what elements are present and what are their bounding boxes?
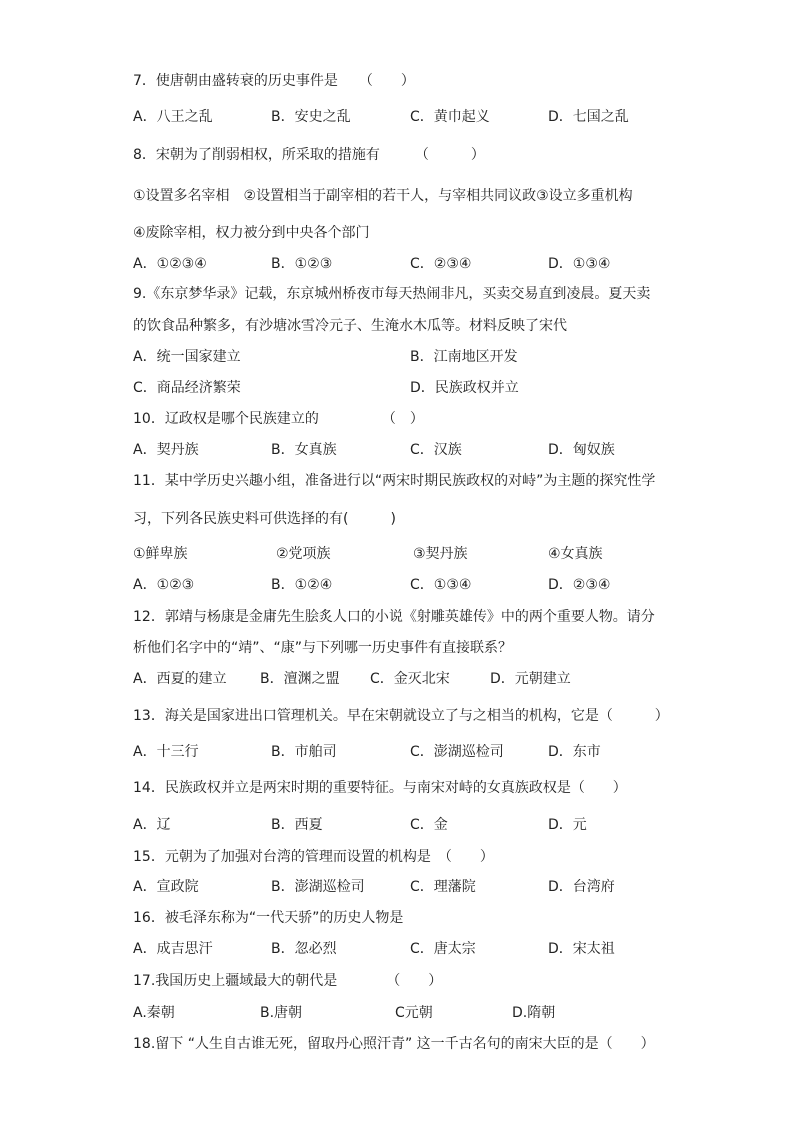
question-17-stem: 17.我国历史上疆域最大的朝代是 （ ） bbox=[133, 973, 443, 989]
option-a: A.秦朝 bbox=[133, 1005, 175, 1021]
option-d: D．东市 bbox=[548, 744, 601, 760]
option-b: B．安史之乱 bbox=[271, 109, 351, 125]
option-c: C．澎湖巡检司 bbox=[410, 744, 504, 760]
question-8-options bbox=[0, 255, 794, 273]
option-a: A．宣政院 bbox=[133, 879, 199, 895]
option-b: B．澶渊之盟 bbox=[260, 671, 340, 687]
option-d: D．元朝建立 bbox=[490, 671, 571, 687]
option-c: C．商品经济繁荣 bbox=[133, 380, 241, 396]
question-13-options bbox=[0, 743, 794, 761]
question-10-options bbox=[0, 441, 794, 459]
option-a: A．①②③④ bbox=[133, 256, 207, 272]
option-d: D．宋太祖 bbox=[548, 941, 615, 957]
option-b: B．忽必烈 bbox=[271, 941, 337, 957]
question-9-options-row-1 bbox=[0, 348, 794, 366]
option-c: C．金 bbox=[410, 817, 448, 833]
question-11-options bbox=[0, 576, 794, 594]
option-a: A．八王之乱 bbox=[133, 109, 213, 125]
option-b: B.唐朝 bbox=[260, 1005, 303, 1021]
question-15-options bbox=[0, 878, 794, 896]
option-d: D．匈奴族 bbox=[548, 442, 615, 458]
option-a: A．十三行 bbox=[133, 744, 199, 760]
question-17-options bbox=[0, 1004, 794, 1022]
option-c: C．理藩院 bbox=[410, 879, 476, 895]
statement-2: ②党项族 bbox=[276, 546, 331, 562]
option-b: B．①②④ bbox=[271, 577, 333, 593]
question-14-options bbox=[0, 816, 794, 834]
question-8-statements-line-2: ④废除宰相，权力被分到中央各个部门 bbox=[133, 225, 370, 241]
question-11-stem-line-1: 11．某中学历史兴趣小组，准备进行以“两宋时期民族政权的对峙”为主题的探究性学 bbox=[133, 473, 656, 489]
question-7-options bbox=[0, 108, 794, 126]
question-16-stem: 16．被毛泽东称为“一代天骄”的历史人物是 bbox=[133, 910, 404, 926]
option-d: D．①③④ bbox=[548, 256, 611, 272]
option-c: C元朝 bbox=[395, 1005, 433, 1021]
option-b: B．女真族 bbox=[271, 442, 337, 458]
option-c: C．②③④ bbox=[410, 256, 472, 272]
option-b: B．江南地区开发 bbox=[410, 349, 518, 365]
question-12-stem-line-2: 析他们名字中的“靖”、“康”与下列哪一历史事件有直接联系？ bbox=[133, 640, 513, 656]
question-8-stem: 8．宋朝为了削弱相权，所采取的措施有 （ ） bbox=[133, 147, 485, 163]
question-16-options bbox=[0, 940, 794, 958]
question-9-stem-line-1: 9.《东京梦华录》记载，东京城州桥夜市每天热闹非凡，买卖交易直到凌晨。夏天卖 bbox=[133, 286, 651, 302]
option-a: A．辽 bbox=[133, 817, 171, 833]
option-d: D．民族政权并立 bbox=[410, 380, 519, 396]
question-15-stem: 15．元朝为了加强对台湾的管理而设置的机构是 （ ） bbox=[133, 849, 494, 865]
option-a: A．成吉思汗 bbox=[133, 941, 213, 957]
option-b: B．西夏 bbox=[271, 817, 323, 833]
option-d: D．②③④ bbox=[548, 577, 611, 593]
statement-3: ③契丹族 bbox=[413, 546, 468, 562]
question-9-stem-line-2: 的饮食品种繁多，有沙塘冰雪冷元子、生淹水木瓜等。材料反映了宋代 bbox=[133, 318, 567, 334]
option-a: A．①②③ bbox=[133, 577, 195, 593]
option-c: C．①③④ bbox=[410, 577, 472, 593]
question-11-statements bbox=[0, 545, 794, 563]
option-a: A．契丹族 bbox=[133, 442, 199, 458]
option-d: D.隋朝 bbox=[512, 1005, 556, 1021]
question-13-stem: 13．海关是国家进出口管理机关。早在宋朝就设立了与之相当的机构，它是（ ） bbox=[133, 708, 669, 724]
question-10-stem: 10．辽政权是哪个民族建立的 （ ） bbox=[133, 411, 424, 427]
question-14-stem: 14．民族政权并立是两宋时期的重要特征。与南宋对峙的女真族政权是（ ） bbox=[133, 780, 627, 796]
option-c: C．金灭北宋 bbox=[370, 671, 450, 687]
option-b: B．澎湖巡检司 bbox=[271, 879, 365, 895]
option-d: D．元 bbox=[548, 817, 587, 833]
option-d: D．七国之乱 bbox=[548, 109, 629, 125]
question-18-stem: 18.留下 “人生自古谁无死，留取丹心照汗青” 这一千古名句的南宋大臣的是（ ） bbox=[133, 1036, 655, 1052]
option-b: B．①②③ bbox=[271, 256, 333, 272]
statement-4: ④女真族 bbox=[548, 546, 603, 562]
question-11-stem-line-2: 习，下列各民族史料可供选择的有( ) bbox=[133, 511, 396, 527]
question-12-options bbox=[0, 670, 794, 688]
question-8-statements-line-1: ①设置多名宰相 ②设置相当于副宰相的若干人，与宰相共同议政③设立多重机构 bbox=[133, 188, 633, 204]
option-c: C．汉族 bbox=[410, 442, 462, 458]
statement-1: ①鲜卑族 bbox=[133, 546, 188, 562]
option-d: D．台湾府 bbox=[548, 879, 615, 895]
question-7-stem: 7．使唐朝由盛转衰的历史事件是 （ ） bbox=[133, 73, 415, 89]
option-c: C．唐太宗 bbox=[410, 941, 476, 957]
option-a: A．统一国家建立 bbox=[133, 349, 241, 365]
option-c: C．黄巾起义 bbox=[410, 109, 490, 125]
option-b: B．市舶司 bbox=[271, 744, 337, 760]
question-9-options-row-2 bbox=[0, 379, 794, 397]
option-a: A．西夏的建立 bbox=[133, 671, 227, 687]
question-12-stem-line-1: 12．郭靖与杨康是金庸先生脍炙人口的小说《射雕英雄传》中的两个重要人物。请分 bbox=[133, 609, 655, 625]
